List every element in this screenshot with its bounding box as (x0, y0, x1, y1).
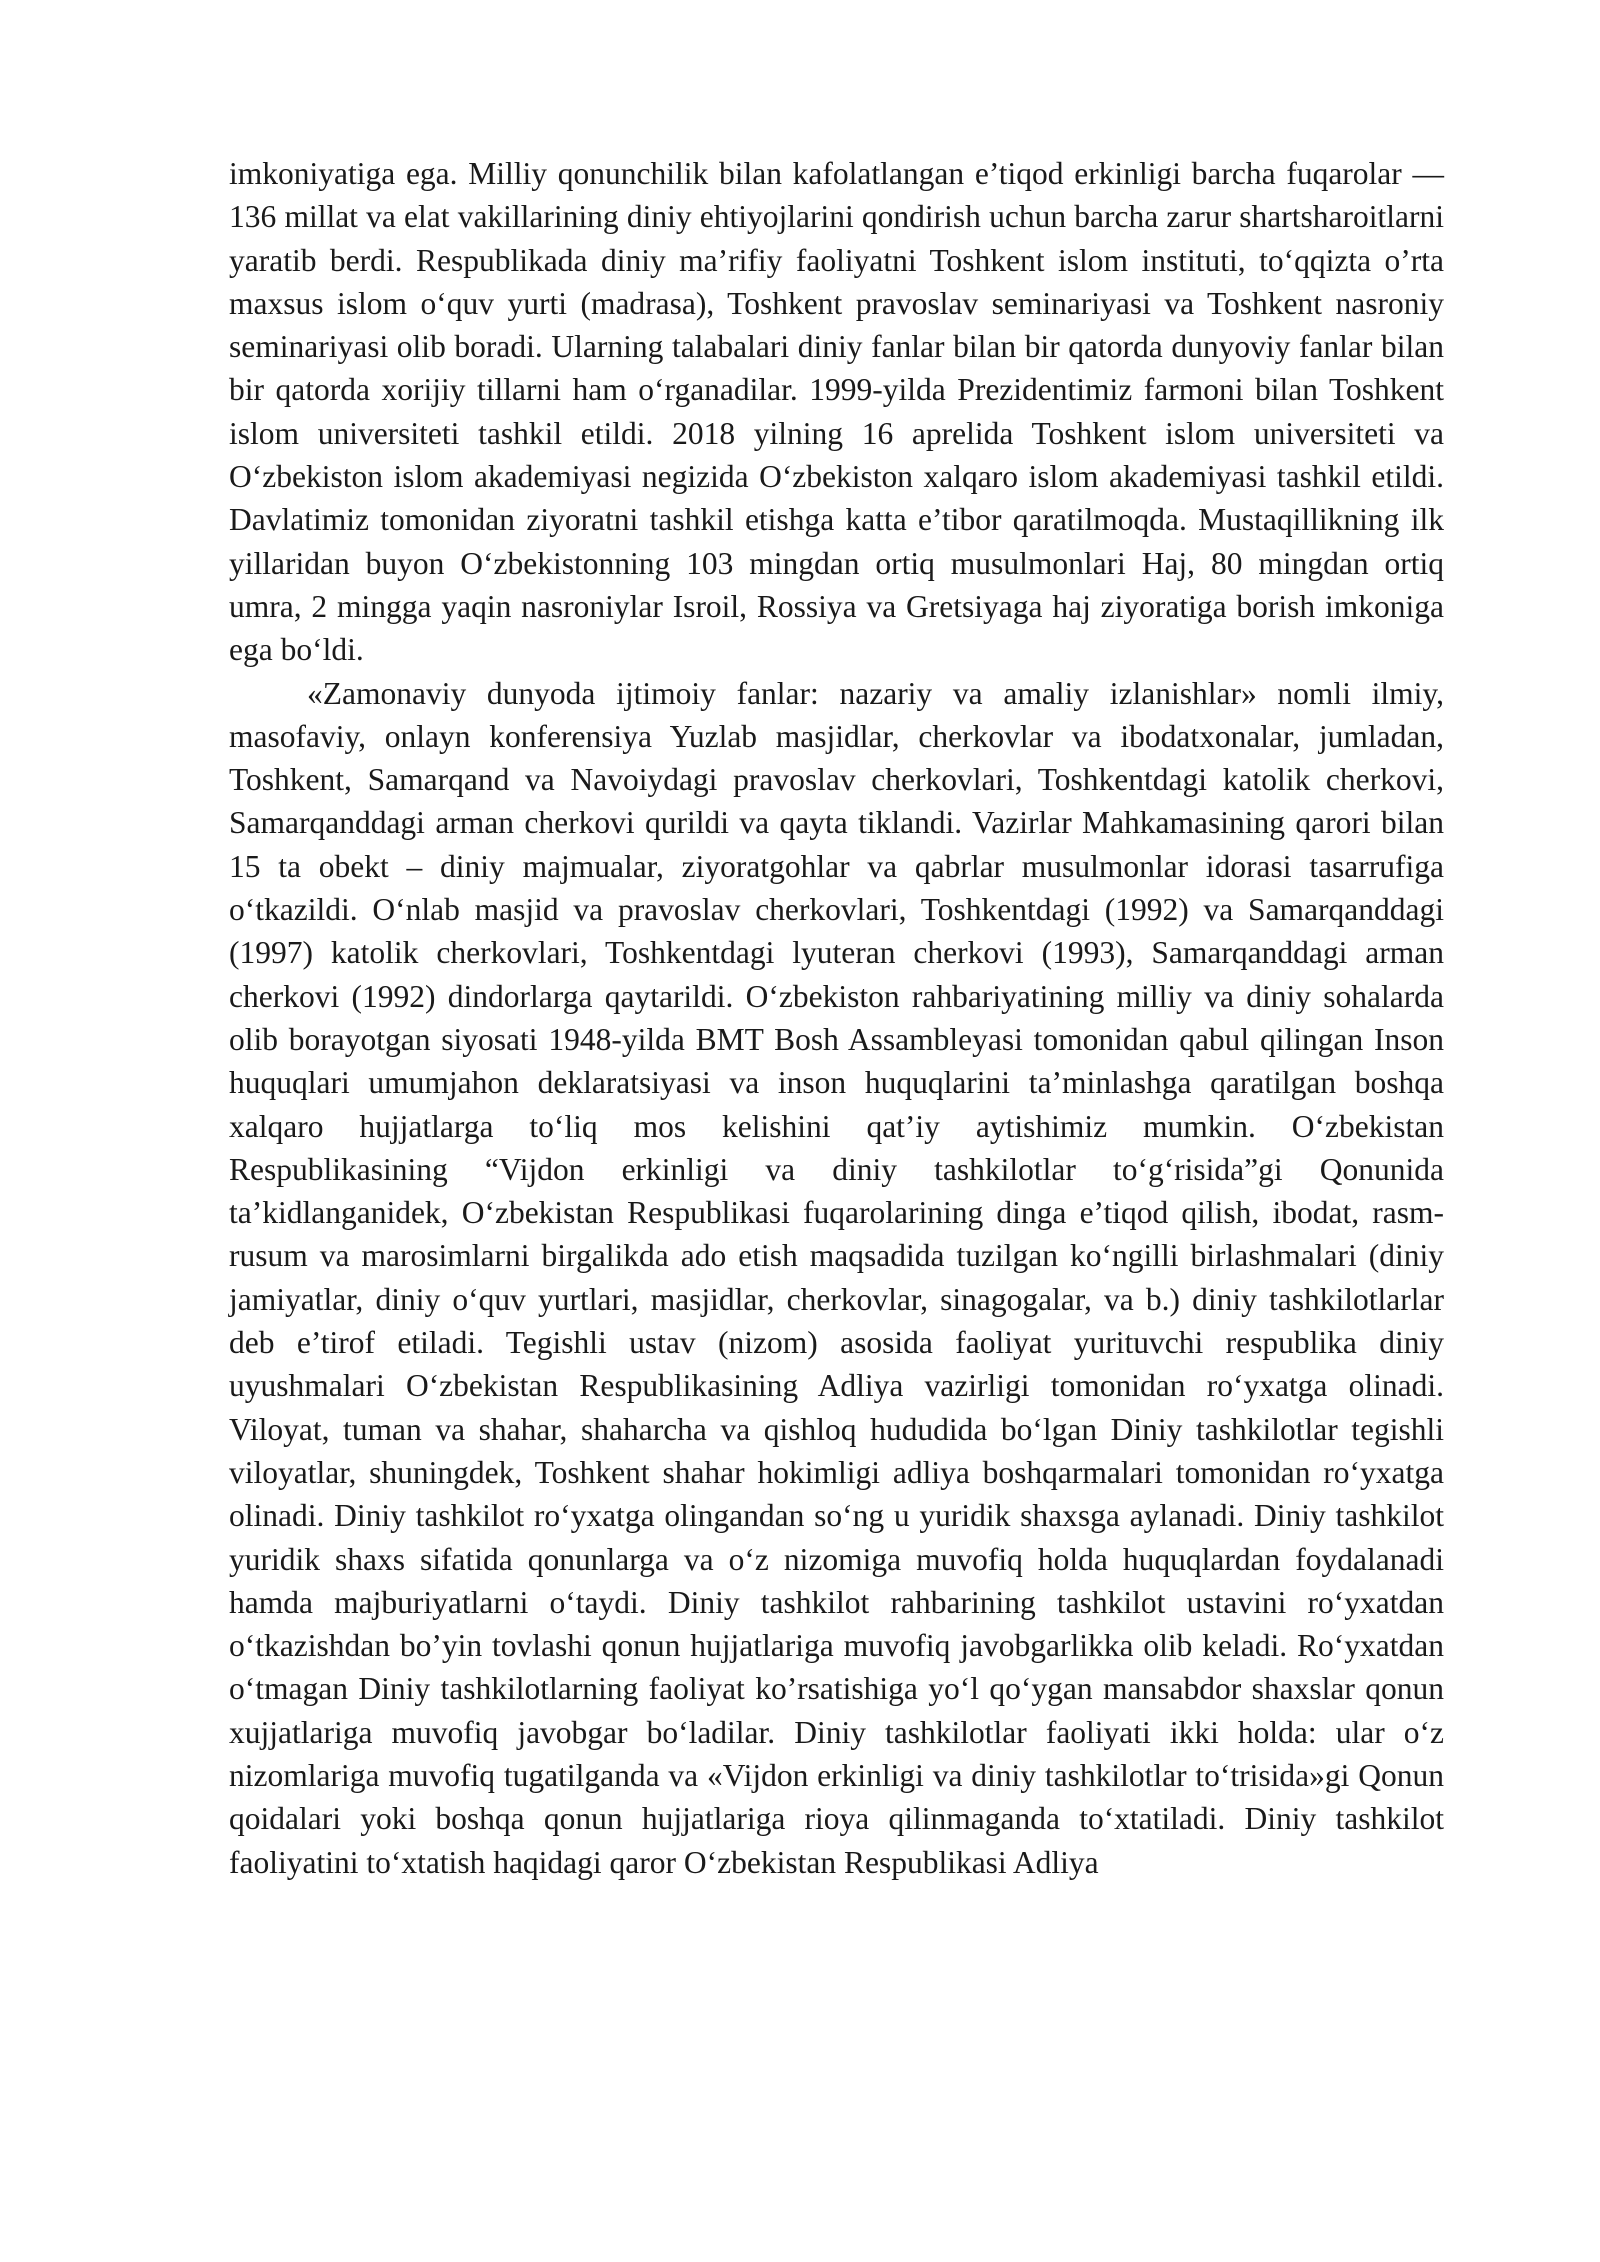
paragraph-2: «Zamonaviy dunyoda ijtimoiy fanlar: nazariy va amaliy izlanishlar» nomli ilmiy, masofaviy, onlayn konferensiya Yuzlab masjidlar, cherkovlar va ibodatxonalar, jumladan, Toshkent, Samarqand va Navoiydagi pravoslav cherkovlari, Toshkentdagi katolik cherkovi, Samarqanddagi arman cherkovi qurildi va qayta tiklandi. Vazirlar Mahkamasining qarori bilan 15 ta obekt – diniy majmualar, ziyoratgohlar va qabrlar musulmonlar idorasi tasarrufiga o‘tkazildi. O‘nlab masjid va pravoslav cherkovlari, Toshkentdagi (1992) va Samarqanddagi (1997) katolik cherkovlari, Toshkentdagi lyuteran cherkovi (1993), Samarqanddagi arman cherkovi (1992) dindorlarga qaytarildi. O‘zbekiston rahbariyatining milliy va diniy sohalarda olib borayotgan siyosati 1948-yilda BMT Bosh Assambleyasi tomonidan qabul qilingan Inson huquqlari umumjahon deklaratsiyasi va inson huquqlarini ta’minlashga qaratilgan boshqa xalqaro hujjatlarga to‘liq mos kelishini qat’iy aytishimiz mumkin. O‘zbekistan Respublikasining “Vijdon erkinligi va diniy tashkilotlar to‘g‘risida”gi Qonunida ta’kidlanganidek, O‘zbekistan Respublikasi fuqarolarining dinga e’tiqod qilish, ibodat, rasm-rusum va marosimlarni birgalikda ado etish maqsadida tuzilgan ko‘ngilli birlashmalari (diniy jamiyatlar, diniy o‘quv yurtlari, masjidlar, cherkovlar, sinagogalar, va b.) diniy tashkilotlarlar deb e’tirof etiladi. Tegishli ustav (nizom) asosida faoliyat yurituvchi respublika diniy uyushmalari O‘zbekistan Respublikasining Adliya vazirligi tomonidan ro‘yxatga olinadi. Viloyat, tuman va shahar, shaharcha va qishloq hududida bo‘lgan Diniy tashkilotlar tegishli viloyatlar, shuningdek, Toshkent shahar hokimligi adliya boshqarmalari tomonidan ro‘yxatga olinadi. Diniy tashkilot ro‘yxatga olingandan so‘ng u yuridik shaxsga aylanadi. Diniy tashkilot yuridik shaxs sifatida qonunlarga va o‘z nizomiga muvofiq holda huquqlardan foydalanadi hamda majburiyatlarni o‘taydi. Diniy tashkilot rahbarining tashkilot ustavini ro‘yxatdan o‘tkazishdan bo’yin tovlashi qonun hujjatlariga muvofiq javobgarlikka olib keladi. Ro‘yxatdan o‘tmagan Diniy tashkilotlarning faoliyat ko’rsatishiga yo‘l qo‘ygan mansabdor shaxslar qonun xujjatlariga muvofiq javobgar bo‘ladilar. Diniy tashkilotlar faoliyati ikki holda: ular o‘z nizomlariga muvofiq tugatilganda va «Vijdon erkinligi va diniy tashkilotlar to‘trisida»gi Qonun qoidalari yoki boshqa qonun hujjatlariga rioya qilinmaganda to‘xtatiladi. Diniy tashkilot faoliyatini to‘xtatish haqidagi qaror O‘zbekistan Respublikasi Adliya (229, 675, 1444, 1880)
document-page (229, 152, 1444, 1884)
paragraph-1: imkoniyatiga ega. Milliy qonunchilik bilan kafolatlangan e’tiqod erkinligi barcha fuqarolar — 136 millat va elat vakillarining diniy ehtiyojlarini qondirish uchun barcha zarur shartsharoitlarni yaratib berdi. Respublikada diniy ma’rifiy faoliyatni Toshkent islom instituti, to‘qqizta o’rta maxsus islom o‘quv yurti (madrasa), Toshkent pravoslav seminariyasi va Toshkent nasroniy seminariyasi olib boradi. Ularning talabalari diniy fanlar bilan bir qatorda dunyoviy fanlar bilan bir qatorda xorijiy tillarni ham o‘rganadilar. 1999-yilda Prezidentimiz farmoni bilan Toshkent islom universiteti tashkil etildi. 2018 yilning 16 aprelida Toshkent islom universiteti va O‘zbekiston islom akademiyasi negizida O‘zbekiston xalqaro islom akademiyasi tashkil etildi. Davlatimiz tomonidan ziyoratni tashkil etishga katta e’tibor qaratilmoqda. Mustaqillikning ilk yillaridan buyon O‘zbekistonning 103 mingdan ortiq musulmonlari Haj, 80 mingdan ortiq umra, 2 mingga yaqin nasroniylar Isroil, Rossiya va Gretsiyaga haj ziyoratiga borish imkoniga ega bo‘ldi. (229, 156, 1444, 668)
